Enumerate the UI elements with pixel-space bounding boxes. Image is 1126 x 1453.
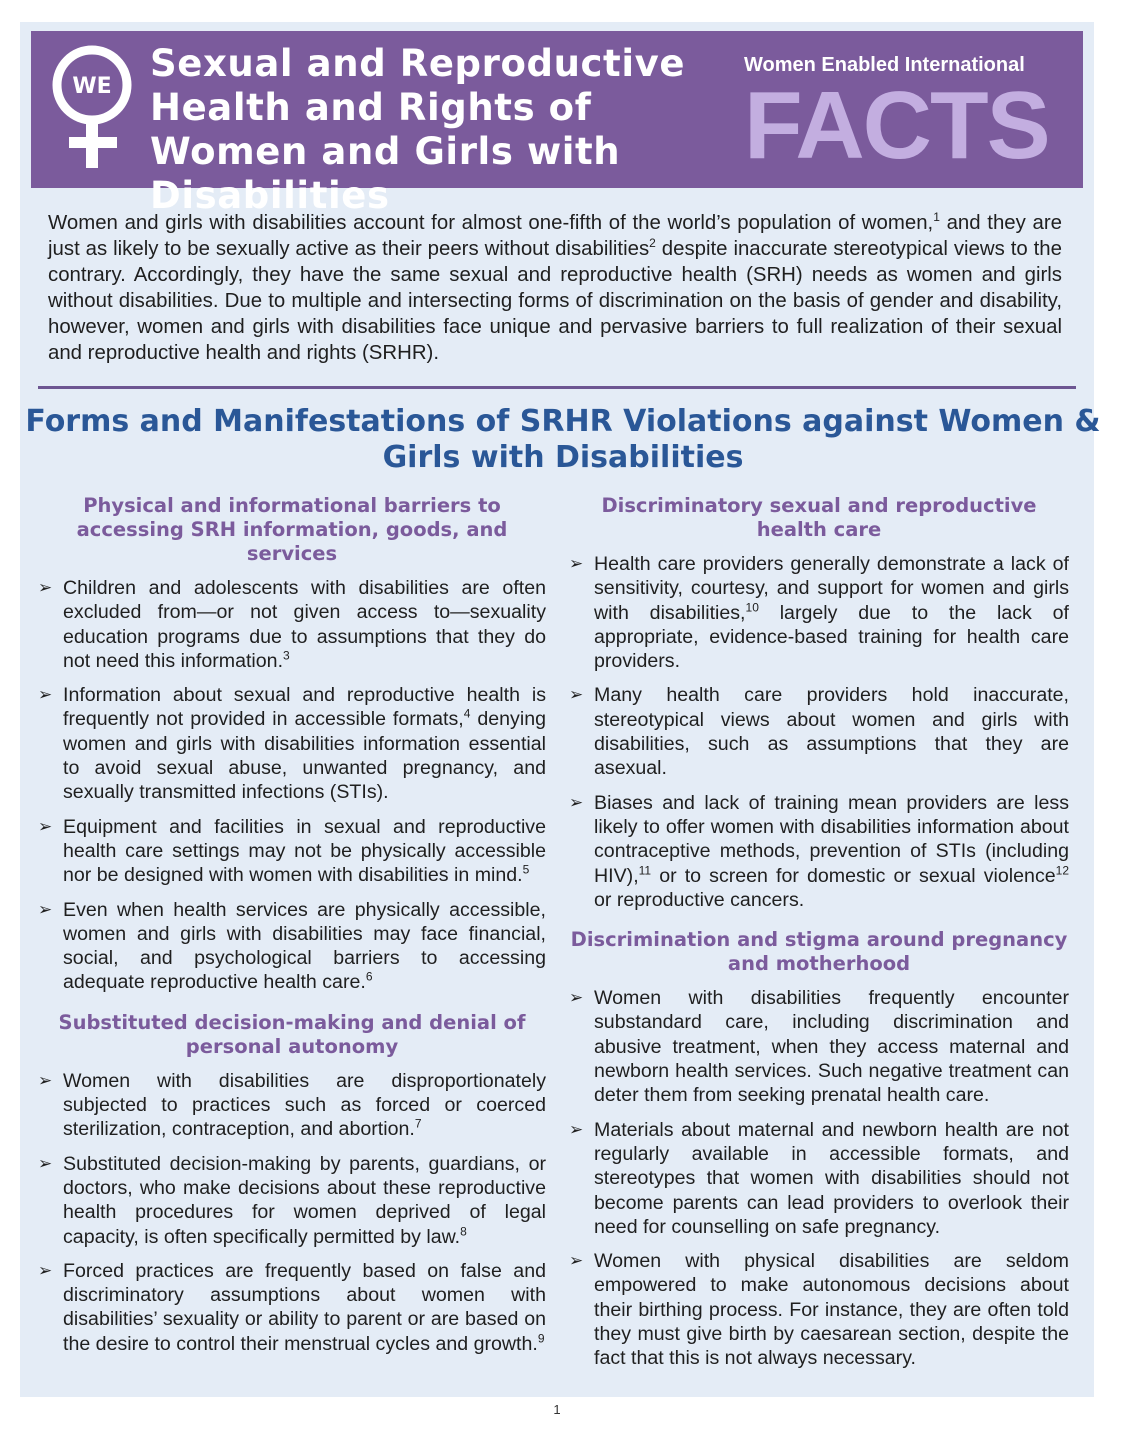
footnote-ref: 11 — [638, 863, 652, 878]
left-column — [38, 494, 546, 1366]
list-item: ➢ Substituted decision-making by parents, guardians, or doctors, who make decisions about these reproductive health procedures for women deprived of legal capacity, is often specifically permitted by law.$^8$ — [38, 1152, 546, 1248]
bullet-list — [569, 986, 1069, 1370]
list-item: ➢ Children and adolescents with disabilities are often excluded from—or not given access to—sexuality education programs due to assumptions that they do not need this information.$^3$ — [38, 577, 546, 672]
footnote-ref: 4 — [463, 706, 471, 721]
list-item: ➢ Equipment and facilities in sexual and reproductive health care settings may not be physically accessible nor be designed with women with disabilities in mind.$^5$ — [38, 815, 546, 887]
arrow-bullet-icon: ➢ — [569, 554, 584, 573]
female-symbol-logo-icon — [47, 43, 137, 173]
page-title: Sexual and Reproductive Health and Rights of Women and Girls with Disabilities — [150, 42, 686, 217]
list-item: ➢ Even when health services are physically accessible, women and girls with disabilities may face financial, social, and psychological barriers to accessing adequate reproductive health care.$^6$ — [38, 898, 546, 994]
footnote-ref: 5 — [522, 862, 530, 877]
list-item: ➢ Women with physical disabilities are seldom empowered to make autonomous decisions about their birthing process. For instance, they are often told they must give birth by caesarean section, despite the fact that this is not always necessary. — [569, 1250, 1069, 1370]
right-column — [569, 494, 1069, 1381]
footnote-ref: 10 — [745, 600, 759, 615]
list-item: ➢ Health care providers generally demonstrate a lack of sensitivity, courtesy, and support for women and girls with disabilities,$^{10}$ largely due to the lack of appropriate, evidence-based training for health care providers. — [569, 553, 1070, 673]
footnote-ref: 12 — [1055, 863, 1069, 878]
arrow-bullet-icon: ➢ — [38, 685, 53, 705]
footnote-ref: 7 — [414, 1116, 422, 1131]
list-item: ➢ Materials about maternal and newborn health are not regularly available in accessible formats, and stereotypes that women with disabilities should not become parents can lead providers to overlook their need for counselling on safe pregnancy. — [569, 1118, 1069, 1238]
arrow-bullet-icon: ➢ — [38, 816, 53, 836]
list-item: ➢ Many health care providers hold inaccurate, stereotypical views about women and girls with disabilities, such as assumptions that they are asexual. — [569, 684, 1069, 780]
section-heading: Substituted decision-making and denial of personal autonomy — [58, 1010, 526, 1058]
arrow-bullet-icon: ➢ — [38, 899, 53, 919]
list-item: ➢ Women with disabilities frequently encounter substandard care, including discrimination and abusive treatment, when they access maternal and newborn health services. Such negative treatment can deter them from seeking prenatal health care. — [569, 987, 1069, 1107]
footnote-ref: 2 — [649, 236, 656, 251]
section-main-heading: Forms and Manifestations of SRHR Violations against Women & Girls with Disabilities — [25, 404, 1101, 475]
arrow-bullet-icon: ➢ — [38, 1153, 53, 1173]
arrow-bullet-icon: ➢ — [569, 792, 584, 812]
facts-label: FACTS — [744, 72, 1049, 179]
divider — [38, 386, 1076, 389]
arrow-bullet-icon: ➢ — [569, 1119, 584, 1139]
list-item: ➢ Information about sexual and reproductive health is frequently not provided in accessible formats,$^4$ denying women and girls with disabilities information essential to avoid sexual abuse, unwanted pregnancy, and sexually transmitted infections (STIs). — [38, 684, 546, 804]
page-number: 1 — [553, 1402, 561, 1417]
organization-name: Women Enabled International — [744, 54, 1025, 76]
arrow-bullet-icon: ➢ — [38, 1070, 53, 1090]
bullet-list — [569, 552, 1069, 912]
footnote-ref: 1 — [933, 210, 940, 225]
arrow-bullet-icon: ➢ — [569, 1251, 584, 1271]
footnote-ref: 3 — [283, 648, 290, 663]
intro-text: Women and girls with disabilities account for almost one-fifth of the world’s population of women, — [48, 212, 934, 234]
section-heading: Physical and informational barriers to accessing SRH information, goods, and services — [76, 494, 508, 565]
intro-text: despite inaccurate stereotypical views to the contrary. Accordingly, they have the same sexual and reproductive health (SRH) needs as women and girls without disabilities. Due to multiple and intersecting forms of discrimination on the basis of gender and disability, however, women and girls with disabilities face unique and pervasive barriers to full realization of their sexual and reproductive health and rights (SRHR). — [48, 238, 1062, 364]
intro-paragraph — [48, 210, 1062, 366]
footnote-ref: 9 — [537, 1331, 545, 1346]
arrow-bullet-icon: ➢ — [38, 1260, 53, 1280]
arrow-bullet-icon: ➢ — [38, 578, 53, 597]
bullet-list — [38, 576, 546, 995]
section-heading: Discriminatory sexual and reproductive health care — [601, 494, 1037, 541]
footnote-ref: 6 — [365, 969, 373, 984]
section-heading: Discrimination and stigma around pregnancy and motherhood — [570, 928, 1068, 976]
bullet-list — [38, 1069, 546, 1356]
footnote-ref: 8 — [460, 1224, 467, 1238]
list-item: ➢ Biases and lack of training mean providers are less likely to offer women with disabilities information about contraceptive methods, prevention of STIs (including HIV),$^{11}$ or to screen for domestic or sexual violence$^{12}$ or reproductive cancers. — [569, 791, 1069, 911]
arrow-bullet-icon: ➢ — [569, 685, 584, 705]
arrow-bullet-icon: ➢ — [569, 988, 584, 1008]
list-item: ➢ Women with disabilities are disproportionately subjected to practices such as forced or coerced sterilization, contraception, and abortion.$^7$ — [38, 1069, 546, 1141]
list-item: ➢ Forced practices are frequently based on false and discriminatory assumptions about women with disabilities’ sexuality or ability to parent or are based on the desire to control their menstrual cycles and growth.$^9$ — [38, 1259, 546, 1355]
intro-text: and they are just as likely to be sexually active as their peers without disabilities — [48, 212, 1062, 260]
logo-text: WE — [72, 74, 112, 99]
